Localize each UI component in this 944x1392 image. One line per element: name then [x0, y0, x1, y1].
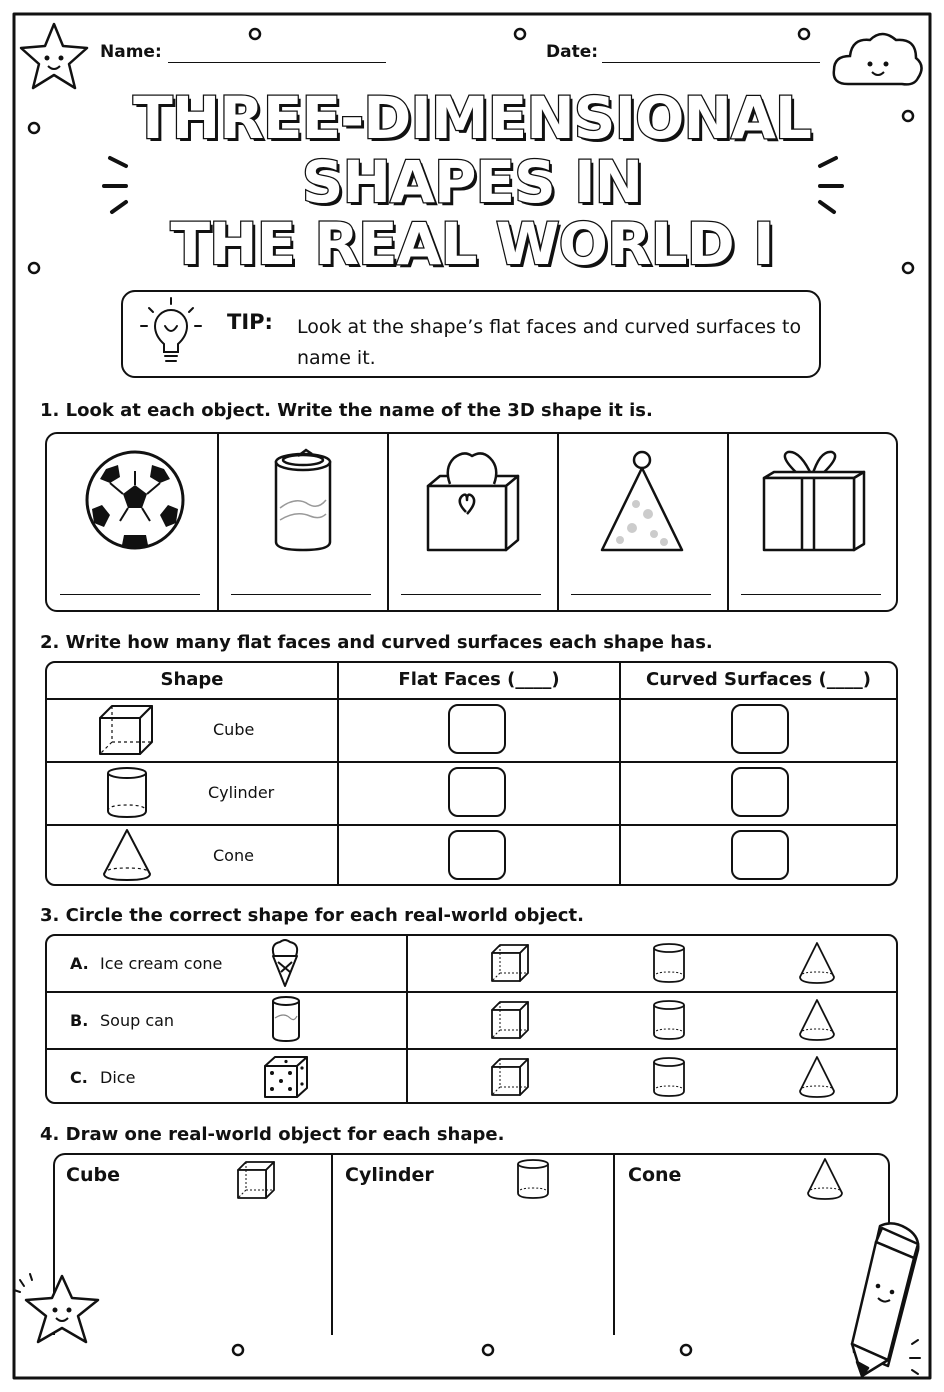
- answer-line[interactable]: [401, 594, 541, 595]
- soccer-ball-icon: [84, 449, 186, 551]
- cone-icon: [806, 1157, 844, 1201]
- cube-icon[interactable]: [490, 943, 530, 983]
- title-line-2: SHAPES IN: [301, 148, 643, 216]
- lightbulb-icon: [137, 296, 217, 374]
- name-label: Name:: [100, 42, 162, 62]
- cylinder-icon[interactable]: [652, 999, 686, 1041]
- q3-object-name: Soup can: [100, 1011, 175, 1030]
- q3-row-a: [70, 954, 222, 973]
- q4-label-cylinder: Cylinder: [345, 1164, 434, 1186]
- cylinder-icon: [516, 1158, 550, 1200]
- q4-title: 4. Draw one real-world object for each shape.: [40, 1124, 505, 1145]
- column-header-flat-faces: Flat Faces (____): [398, 669, 560, 690]
- title-line-3: THE REAL WORLD I: [170, 210, 774, 278]
- border-dot: [515, 29, 525, 39]
- cube-icon: [96, 702, 156, 758]
- q3-row-c: [70, 1068, 135, 1087]
- answer-line[interactable]: [741, 594, 881, 595]
- q3-row-b: [70, 1011, 174, 1030]
- q4-drawing-area[interactable]: [53, 1153, 890, 1335]
- flat-faces-answer-box[interactable]: [448, 767, 506, 817]
- tissue-box-icon: [424, 448, 522, 554]
- cone-icon[interactable]: [798, 998, 836, 1042]
- q3-row-letter: B.: [70, 1011, 89, 1030]
- q3-row-letter: C.: [70, 1068, 88, 1087]
- curved-surfaces-answer-box[interactable]: [731, 830, 789, 880]
- title-line-1: THREE-DIMENSIONAL: [133, 84, 811, 152]
- q2-title: 2. Write how many flat faces and curved surfaces each shape has.: [40, 632, 713, 653]
- curved-surfaces-answer-box[interactable]: [731, 767, 789, 817]
- sparkle-left-icon: [98, 150, 138, 222]
- tip-text: Look at the shape’s flat faces and curved surfaces to name it.: [297, 316, 802, 369]
- cylinder-icon[interactable]: [652, 942, 686, 984]
- q4-label-cube: Cube: [66, 1164, 120, 1186]
- border-dot: [250, 29, 260, 39]
- q1-title: 1. Look at each object. Write the name of the 3D shape it is.: [40, 400, 653, 421]
- shape-name-cylinder: Cylinder: [208, 783, 275, 802]
- cube-icon[interactable]: [490, 1000, 530, 1040]
- gift-box-icon: [760, 448, 868, 554]
- border-dot: [681, 1345, 691, 1355]
- party-hat-icon: [596, 448, 688, 554]
- column-header-curved-surfaces: Curved Surfaces (____): [646, 669, 871, 690]
- shape-name-cube: Cube: [213, 720, 255, 739]
- q3-object-name: Dice: [100, 1068, 136, 1087]
- tip-label: TIP:: [227, 310, 273, 334]
- answer-line[interactable]: [571, 594, 711, 595]
- cone-icon[interactable]: [798, 1055, 836, 1099]
- dice-icon: [262, 1054, 310, 1100]
- q3-row-letter: A.: [70, 954, 89, 973]
- flat-faces-answer-box[interactable]: [448, 830, 506, 880]
- answer-line[interactable]: [60, 594, 200, 595]
- soda-can-icon: [268, 446, 338, 554]
- border-dot: [799, 29, 809, 39]
- cube-icon: [236, 1160, 276, 1200]
- cylinder-icon[interactable]: [652, 1056, 686, 1098]
- star-icon: [10, 1256, 114, 1352]
- border-dot: [483, 1345, 493, 1355]
- tip-box: [121, 290, 821, 378]
- cone-icon: [100, 828, 154, 884]
- column-header-shape: Shape: [160, 669, 224, 690]
- shape-name-cone: Cone: [213, 846, 254, 865]
- q3-object-name: Ice cream cone: [100, 954, 223, 973]
- curved-surfaces-answer-box[interactable]: [731, 704, 789, 754]
- soup-can-icon: [270, 994, 302, 1044]
- pencil-icon: [840, 1220, 930, 1380]
- answer-line[interactable]: [231, 594, 371, 595]
- flat-faces-answer-box[interactable]: [448, 704, 506, 754]
- q3-title: 3. Circle the correct shape for each real-world object.: [40, 905, 584, 926]
- cone-icon[interactable]: [798, 941, 836, 985]
- date-input-line[interactable]: [602, 44, 820, 63]
- ice-cream-cone-icon: [268, 938, 302, 988]
- cylinder-icon: [104, 765, 150, 821]
- sparkle-right-icon: [808, 150, 848, 222]
- cube-icon[interactable]: [490, 1057, 530, 1097]
- name-input-line[interactable]: [168, 44, 386, 63]
- q4-label-cone: Cone: [628, 1164, 682, 1186]
- border-dot: [233, 1345, 243, 1355]
- date-label: Date:: [546, 42, 599, 62]
